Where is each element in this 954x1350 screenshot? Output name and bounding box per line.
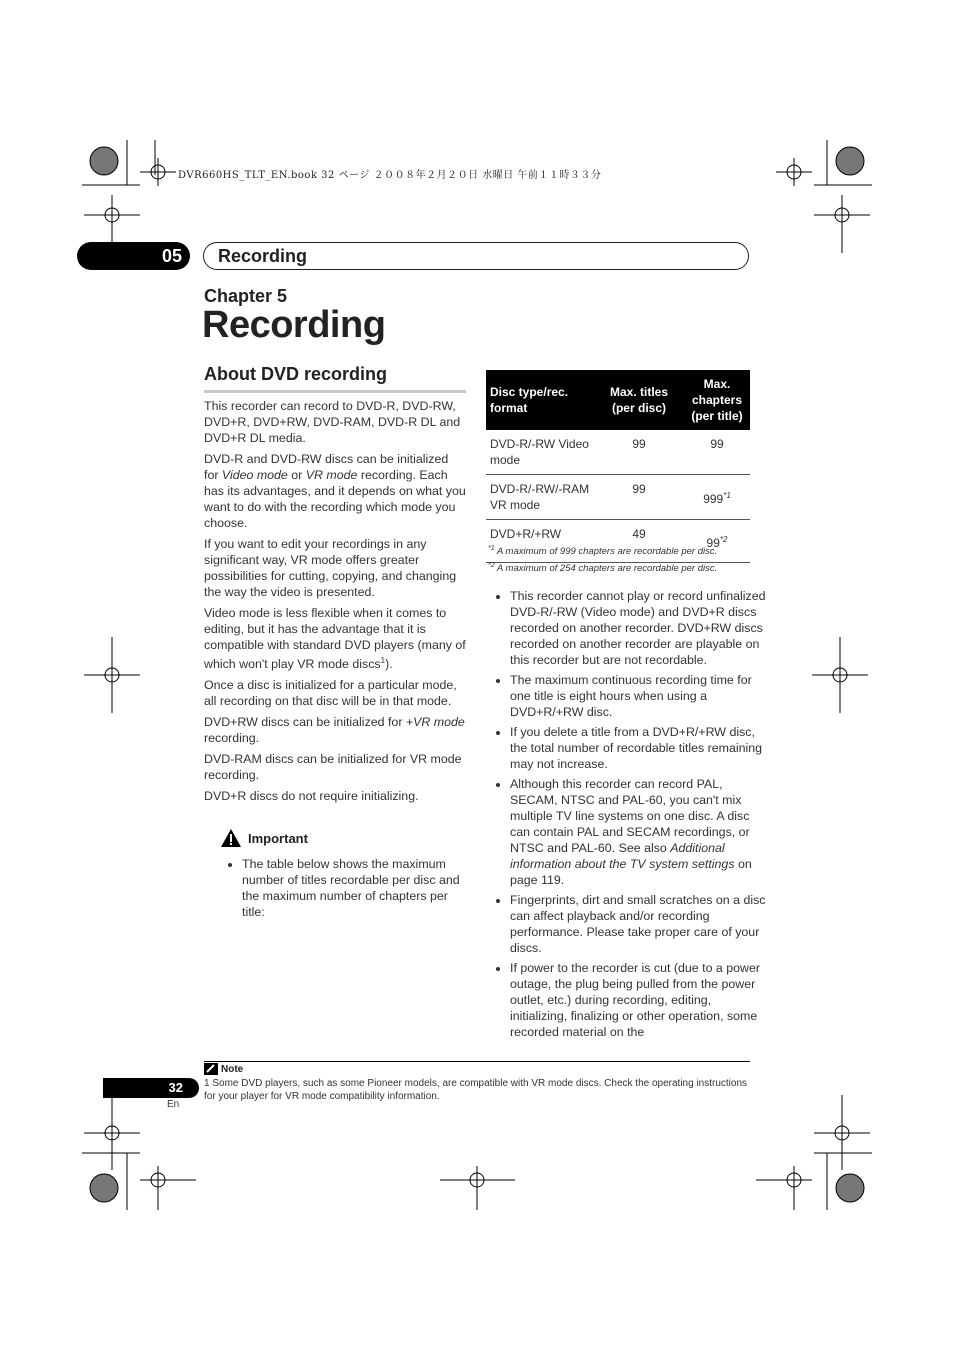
note-divider: [204, 1061, 750, 1062]
heading-underline: [204, 390, 466, 393]
paragraph: Video mode is less flexible when it comes to editing, but it has the advantage that it is compatible with standard DVD players (many of which won't play VR mode discs$^1$).: [204, 606, 466, 672]
list-item: • Fingerprints, dirt and small scratches on a disc can affect playback and/or recording performance. Please take proper care of your discs.: [510, 892, 766, 956]
footnote-ref: 1: [380, 656, 386, 665]
footnote-ref: *1: [723, 490, 731, 500]
important-heading: Important: [248, 830, 308, 846]
left-column-text: [204, 398, 466, 809]
table-cell-titles: 99: [594, 430, 684, 475]
list-item: • If you delete a title from a DVD+R/+RW disc, the total number of recordable titles remaining may not increase.: [510, 724, 766, 772]
paragraph: DVD+RW discs can be initialized for +VR mode recording.: [204, 715, 465, 746]
note-heading-row: [204, 1063, 243, 1075]
warning-icon: [220, 828, 242, 848]
paragraph: DVD-RAM discs can be initialized for VR mode recording.: [204, 752, 462, 783]
chapter-number-badge: 05: [77, 242, 190, 270]
cross-reference-link[interactable]: Additional information about the TV system settings: [510, 841, 735, 871]
list-item: • If power to the recorder is cut (due to a power outage, the plug being pulled from the power outlet, etc.) during recording, editing, initializing, finalizing or other operation, some recorded material on the: [510, 960, 766, 1040]
chapter-title: Recording: [202, 304, 386, 346]
important-heading-row: [220, 828, 466, 848]
paragraph: DVD+R discs do not require initializing.: [204, 789, 419, 804]
right-column-bullets: [494, 588, 766, 1044]
note-heading: Note: [221, 1063, 244, 1075]
paragraph: Once a disc is initialized for a particular mode, all recording on that disc will be in that mode.: [204, 678, 457, 709]
paragraph: This recorder can record to DVD-R, DVD-RW, DVD+R, DVD+RW, DVD-RAM, DVD-R DL and DVD+R DL media.: [204, 399, 461, 445]
table-cell-disc-type: DVD-R/-RW/-RAM VR mode: [486, 475, 594, 520]
section-title-bar: Recording: [203, 242, 749, 270]
footnote-ref: *2: [719, 534, 728, 544]
list-item: • Although this recorder can record PAL, SECAM, NTSC and PAL-60, you can't mix multiple TV line systems on one disc. A disc can contain PAL and SECAM recordings, or NTSC and PAL-60. See also Additional information about the TV system settings on page 119.: [510, 776, 766, 888]
table-row: [486, 475, 750, 520]
important-box: [220, 828, 466, 924]
table-cell-disc-type: DVD+R/+RW: [486, 520, 594, 563]
table-header-max-titles: Max. titles (per disc): [594, 370, 684, 430]
table-cell-chapters: 99$^{*2}$: [684, 520, 750, 563]
table-header-disc-type: Disc type/rec. format: [486, 370, 594, 430]
table-row: [486, 430, 750, 475]
about-dvd-recording-heading: About DVD recording: [204, 364, 387, 384]
table-cell-chapters: 99: [684, 430, 750, 475]
table-header-row: [486, 370, 750, 430]
important-list: [220, 856, 466, 920]
table-cell-chapters: 999$^{*1}$: [684, 475, 750, 520]
disc-capacity-table: [486, 370, 750, 563]
table-header-max-chapters: Max. chapters (per title): [684, 370, 750, 430]
note-text: 1 Some DVD players, such as some Pioneer models, are compatible with VR mode discs. Check the operating instructions for your player for VR mode compatibility information.: [204, 1078, 748, 1102]
table-footnote-1: $^{*1}$ A maximum of 999 chapters are recordable per disc.: [488, 545, 718, 558]
table-footnote-2: $^{*2}$ A maximum of 254 chapters are recordable per disc.: [488, 562, 718, 575]
book-file-header: DVR660HS_TLT_EN.book 32 ページ ２００８年２月２０日 水曜日 午前１１時３３分: [178, 170, 602, 181]
list-item: • The maximum continuous recording time for one title is eight hours when using a DVD+R/+RW disc.: [510, 672, 766, 720]
page-number: 32: [103, 1078, 199, 1098]
list-item: • This recorder cannot play or record unfinalized DVD-R/-RW (Video mode) and DVD+R discs recorded on another recorder. DVD+RW discs recorded on another recorder are playable on this recorder but are not recordable.: [510, 588, 766, 668]
paragraph: If you want to edit your recordings in any significant way, VR mode offers greater possibilities for cutting, copying, and changing the way the video is presented.: [204, 537, 457, 599]
page-language: En: [167, 1099, 180, 1110]
chapter-label: Chapter 5: [204, 286, 288, 306]
note-pencil-icon: [204, 1063, 218, 1075]
list-item: • The table below shows the maximum number of titles recordable per disc and the maximum number of chapters per title:: [242, 856, 466, 920]
table-cell-titles: 99: [594, 475, 684, 520]
table-cell-titles: 49: [594, 520, 684, 563]
paragraph: DVD-R and DVD-RW discs can be initialized for Video mode or VR mode recording. Each has its advantages, and it depends on what you want to do with the recording which mode you choose.: [204, 452, 466, 530]
table-cell-disc-type: DVD-R/-RW Video mode: [486, 430, 594, 475]
